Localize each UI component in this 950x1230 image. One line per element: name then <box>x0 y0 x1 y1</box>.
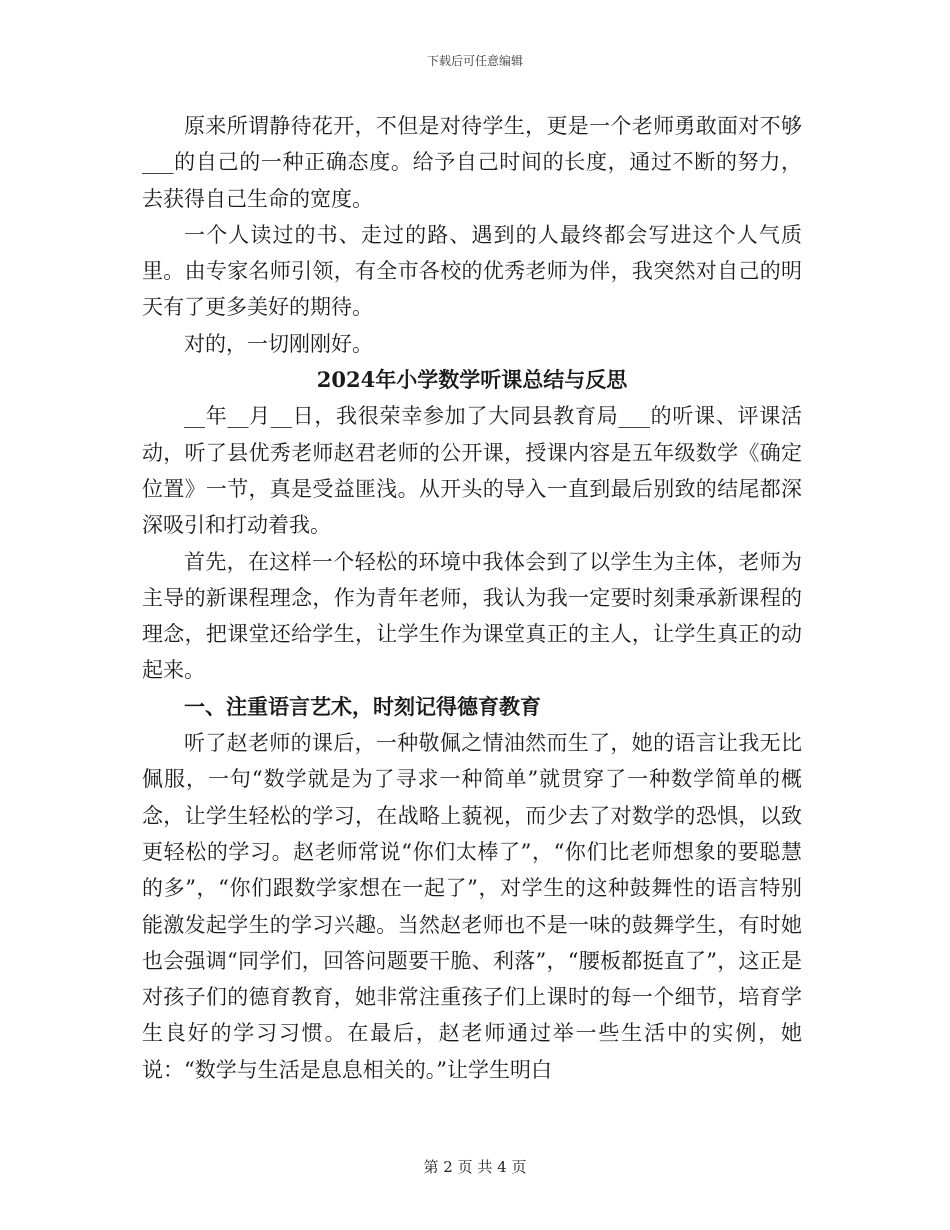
document-title: 2024年小学数学听课总结与反思 <box>316 367 628 393</box>
paragraph-6: 听了赵老师的课后，一种敬佩之情油然而生了，她的语言让我无比佩服，一句“数学就是为了寻求一种简单”就贯穿了一种数学简单的概念，让学生轻松的学习，在战略上藐视，而少去了对数学的恐惧，以致更轻松的学习。赵老师常说“你们太棒了”，“你们比老师想象的要聪慧的多”，“你们跟数学家想在一起了”，对学生的这种鼓舞性的语言特别能激发起学生的学习兴趣。当然赵老师也不是一味的鼓舞学生，有时她也会强调“同学们，回答问题要干脆、利落”，“腰板都挺直了”，这正是对孩子们的德育教育，她非常注重孩子们上课时的每一个细节，培育学生良好的学习习惯。在最后，赵老师通过举一些生活中的实例，她说：“数学与生活是息息相关的。”让学生明白 <box>142 731 802 1082</box>
paragraph-1: 原来所谓静待花开，不但是对待学生，更是一个老师勇敢面对不够___的自己的一种正确态度。给予自己时间的长度，通过不断的努力，去获得自己生命的宽度。 <box>142 114 802 211</box>
page-footer: 第 2 页 共 4 页 <box>423 1158 527 1176</box>
paragraph-2: 一个人读过的书、走过的路、遇到的人最终都会写进这个人气质里。由专家名师引领，有全市各校的优秀老师为伴，我突然对自己的明天有了更多美好的期待。 <box>142 222 802 320</box>
page-header: 下载后可任意编辑 <box>426 54 523 68</box>
document-body <box>142 108 802 1088</box>
section-heading: 一、注重语言艺术，时刻记得德育教育 <box>184 693 541 719</box>
paragraph-5: 首先，在这样一个轻松的环境中我体会到了以学生为主体，老师为主导的新课程理念，作为青年老师，我认为我一定要时刻秉承新课程的理念，把课堂还给学生，让学生作为课堂真正的主人，让学生真正的动起来。 <box>142 549 802 683</box>
paragraph-4: __年__月__日，我很荣幸参加了大同县教育局___的听课、评课活动，听了县优秀老师赵君老师的公开课，授课内容是五年级数学《确定位置》一节，真是受益匪浅。从开头的导入一直到最后别致的结尾都深深吸引和打动着我。 <box>142 404 802 538</box>
paragraph-3: 对的，一切刚刚好。 <box>184 331 373 356</box>
